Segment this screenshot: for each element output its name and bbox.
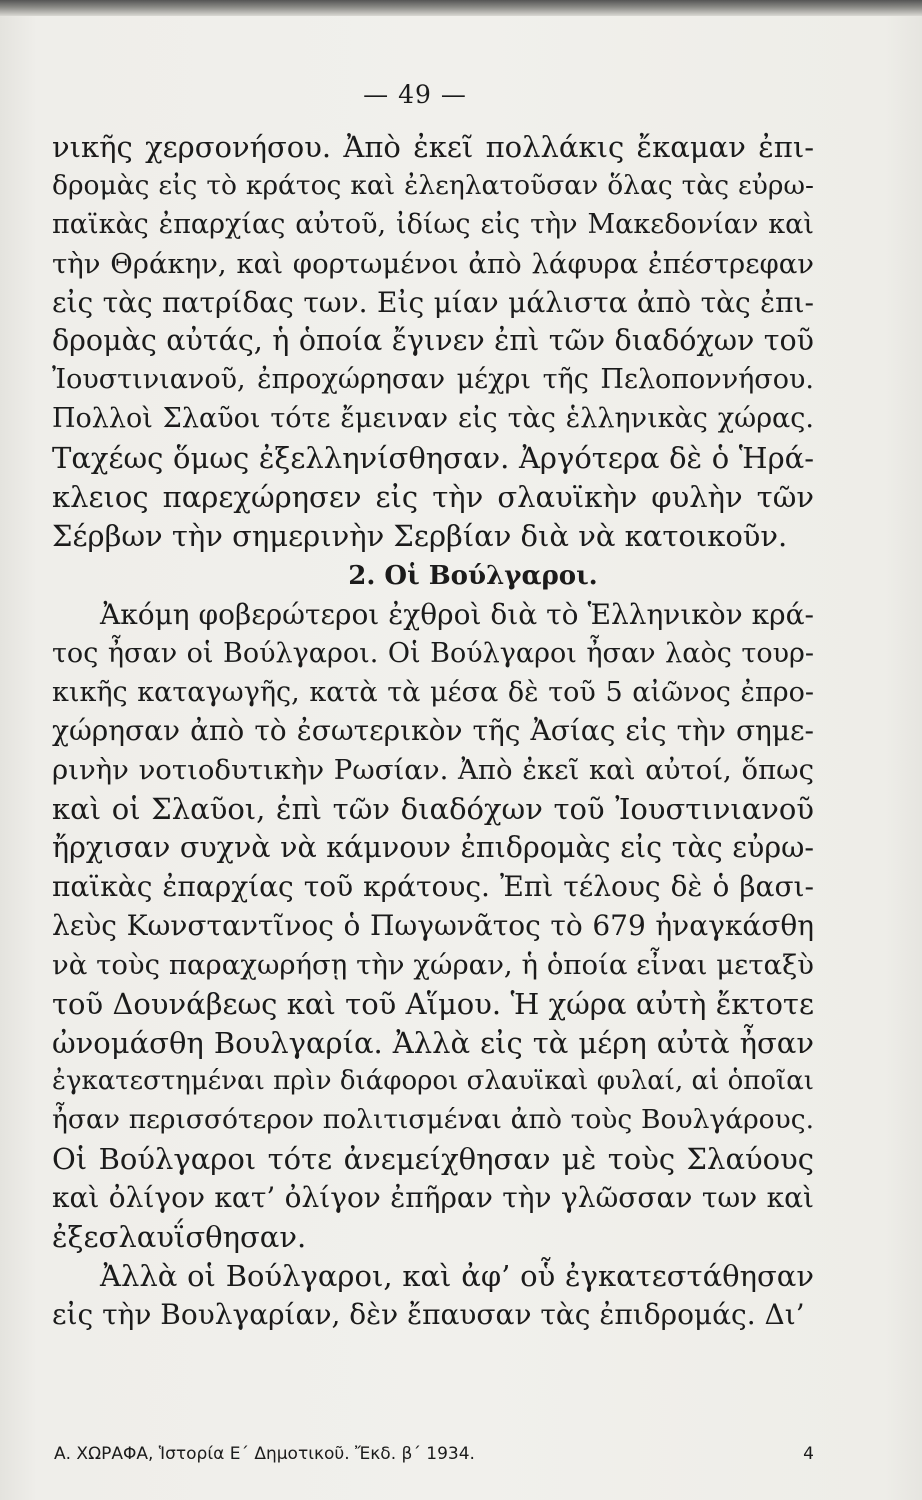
text-line: Πολλοὶ Σλαῦοι τότε ἔμειναν εἰς τὰς ἑλληνικὰς χώρας. bbox=[52, 403, 814, 435]
text-line: κικῆς καταγωγῆς, κατὰ τὰ μέσα δὲ τοῦ 5 αἰῶνος ἐπρο- bbox=[52, 676, 814, 708]
footer-source: Α. ΧΩΡΑΦΑ, Ἱστορία Ε΄ Δημοτικοῦ. Ἔκδ. β΄ 1934. bbox=[54, 1444, 475, 1464]
paragraph-slavs bbox=[52, 128, 814, 556]
text-line: ἦσαν περισσότερον πολιτισμέναι ἀπὸ τοὺς Βουλγάρους. bbox=[52, 1104, 814, 1136]
text-line: τὴν Θράκην, καὶ φορτωμένοι ἀπὸ λάφυρα ἐπέστρεφαν bbox=[52, 247, 814, 280]
text-line: εἰς τὰς πατρίδας των. Εἰς μίαν μάλιστα ἀπὸ τὰς ἐπι- bbox=[52, 285, 814, 319]
text-line: κλειος παρεχώρησεν εἰς τὴν σλαυϊκὴν φυλὴν τῶν bbox=[52, 480, 814, 515]
text-line: δρομὰς εἰς τὸ κράτος καὶ ἐλεηλατοῦσαν ὅλας τὰς εὐρω- bbox=[52, 169, 814, 201]
text-line: ὠνομάσθη Βουλγαρία. Ἀλλὰ εἰς τὰ μέρη αὐτὰ ἦσαν bbox=[52, 1025, 814, 1060]
text-line: τος ἦσαν οἱ Βούλγαροι. Οἱ Βούλγαροι ἦσαν λαὸς τουρ- bbox=[52, 637, 814, 669]
text-line: καὶ οἱ Σλαῦοι, ἐπὶ τῶν διαδόχων τοῦ Ἰουστινιανοῦ bbox=[52, 792, 814, 827]
page-number: — 49 — bbox=[363, 80, 467, 109]
page-footer bbox=[54, 1440, 814, 1468]
page-top-edge bbox=[0, 0, 922, 16]
body-text bbox=[52, 128, 814, 1335]
text-line: νικῆς χερσονήσου. Ἀπὸ ἐκεῖ πολλάκις ἔκαμαν ἐπι- bbox=[52, 130, 814, 164]
text-line: Ταχέως ὅμως ἐξελληνίσθησαν. Ἀργότερα δὲ ὁ Ἡρά- bbox=[52, 441, 814, 476]
text-line: νὰ τοὺς παραχωρήσῃ τὴν χώραν, ἡ ὁποία εἶναι μεταξὺ bbox=[52, 948, 814, 981]
text-line: ἐγκατεστημέναι πρὶν διάφοροι σλαυϊκαὶ φυλαί, αἱ ὁποῖαι bbox=[52, 1066, 814, 1097]
section-heading: 2. Οἱ Βούλγαροι. bbox=[348, 560, 598, 591]
text-line: δρομὰς αὐτάς, ἡ ὁποία ἔγινεν ἐπὶ τῶν διαδόχων τοῦ bbox=[52, 324, 814, 358]
text-line: Ἀλλὰ οἱ Βούλγαροι, καὶ ἀφ’ οὗ ἐγκατεστάθησαν bbox=[100, 1258, 814, 1293]
text-line: Οἱ Βούλγαροι τότε ἀνεμείχθησαν μὲ τοὺς Σλαύους bbox=[52, 1142, 814, 1177]
text-line: ἐξεσλαυΐσθησαν. bbox=[52, 1220, 307, 1255]
text-line: Ἰουστινιανοῦ, ἐπροχώρησαν μέχρι τῆς Πελοποννήσου. bbox=[52, 364, 814, 396]
text-line: εἰς τὴν Βουλγαρίαν, δὲν ἔπαυσαν τὰς ἐπιδρομάς. Δι’ bbox=[52, 1297, 805, 1331]
text-line: Σέρβων τὴν σημερινὴν Σερβίαν διὰ νὰ κατοικοῦν. bbox=[52, 518, 788, 553]
text-line: ρινὴν νοτιοδυτικὴν Ρωσίαν. Ἀπὸ ἐκεῖ καὶ αὐτοί, ὅπως bbox=[52, 754, 814, 787]
text-line: τοῦ Δουνάβεως καὶ τοῦ Αἵμου. Ἡ χώρα αὐτὴ ἔκτοτε bbox=[52, 986, 814, 1021]
text-line: παϊκὰς ἐπαρχίας τοῦ κράτους. Ἐπὶ τέλους δὲ ὁ βασι- bbox=[52, 870, 814, 904]
text-line: ἤρχισαν συχνὰ νὰ κάμνουν ἐπιδρομὰς εἰς τὰς εὐρω- bbox=[52, 831, 814, 865]
text-line: λεὺς Κωνσταντῖνος ὁ Πωγωνᾶτος τὸ 679 ἠναγκάσθη bbox=[52, 908, 814, 942]
paragraph-bulgarians bbox=[52, 596, 814, 1335]
text-line: Ἀκόμη φοβερώτεροι ἐχθροὶ διὰ τὸ Ἑλληνικὸν κρά- bbox=[100, 597, 814, 631]
text-line: παϊκὰς ἐπαρχίας αὐτοῦ, ἰδίως εἰς τὴν Μακεδονίαν καὶ bbox=[52, 208, 814, 240]
footer-signature-mark: 4 bbox=[803, 1444, 814, 1464]
text-line: καὶ ὀλίγον κατ’ ὀλίγον ἐπῆραν τὴν γλῶσσαν των καὶ bbox=[52, 1181, 814, 1215]
text-line: χώρησαν ἀπὸ τὸ ἐσωτερικὸν τῆς Ἀσίας εἰς τὴν σημε- bbox=[52, 714, 814, 748]
